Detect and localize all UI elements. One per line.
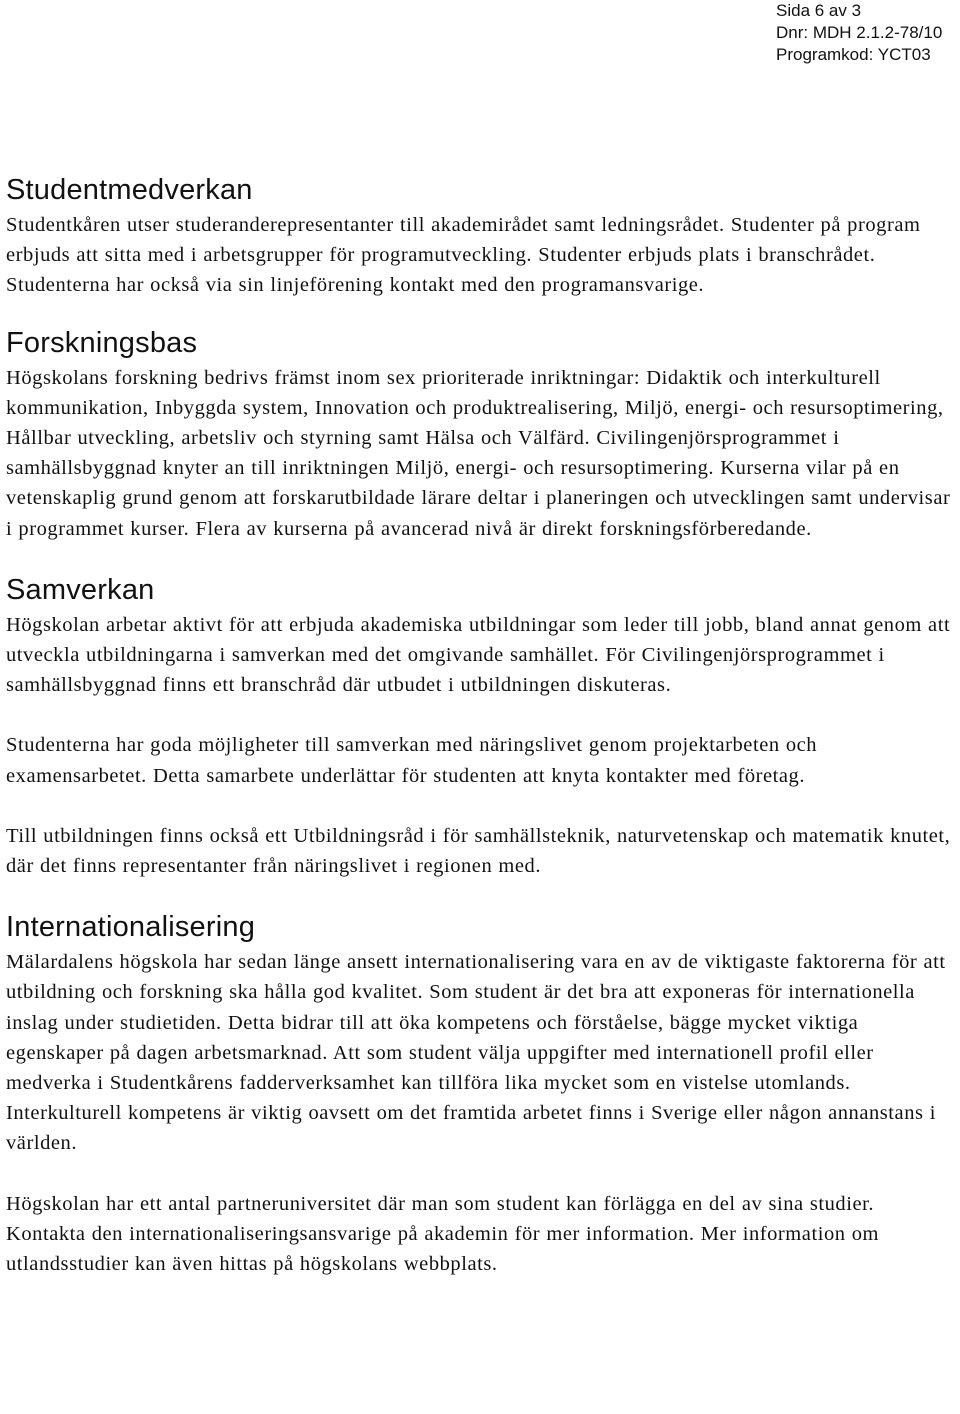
section-paragraph: Mälardalens högskola har sedan länge ansett internationalisering vara en av de viktigaste faktorerna för att utbildning och forskning ska hålla god kvalitet. Som student är det bra att exponeras för internationella inslag under studietiden. Detta bidrar till att öka kompetens och förståelse, bägge mycket viktiga egenskaper på dagen arbetsmarknad. Att som student välja uppgifter med internationell profil eller medverka i Studentkårens fadderverksamhet kan tillföra lika mycket som en vistelse utomlands. Interkulturell kompetens är viktig oavsett om det framtida arbetet finns i Sverige eller någon annanstans i världen. — [6, 951, 946, 1155]
document-registration-number: Dnr: MDH 2.1.2-78/10 — [776, 23, 943, 42]
section-paragraph: Till utbildningen finns också ett Utbildningsråd i för samhällsteknik, naturvetenskap och matematik knutet, där det finns representanter från näringslivet i regionen med. — [6, 824, 951, 878]
section-paragraph: Högskolan har ett antal partneruniversitet där man som student kan förlägga en del av sina studier. Kontakta den internationaliseringsansvarige på akademin för mer information. Mer information om utlandsstudier kan även hittas på högskolans webbplats. — [6, 1192, 880, 1276]
section-paragraph: Studentkåren utser studeranderepresentanter till akademirådet samt ledningsrådet. Studenter på program erbjuds att sitta med i arbetsgrupper för programutveckling. Studenter erbjuds plats i branschrådet. Studenterna har också via sin linjeförening kontakt med den programansvarige. — [6, 214, 921, 297]
section-forskningsbas — [6, 323, 958, 544]
program-code: Programkod: YCT03 — [776, 45, 931, 64]
section-samverkan — [6, 570, 958, 881]
section-studentmedverkan — [6, 170, 958, 301]
section-internationalisering — [6, 907, 958, 1279]
section-heading: Forskningsbas — [6, 326, 198, 359]
document-body — [6, 170, 958, 1279]
page-number: Sida 6 av 3 — [776, 1, 862, 20]
section-heading: Studentmedverkan — [6, 174, 253, 206]
section-paragraph: Högskolan arbetar aktivt för att erbjuda akademiska utbildningar som leder till jobb, bland annat genom att utveckla utbildningarna i samverkan med det omgivande samhället. För Civilingenjörsprogrammet i samhällsbyggnad finns ett branschråd där utbudet i utbildningen diskuteras. — [6, 613, 951, 697]
section-heading: Internationalisering — [6, 911, 256, 944]
page-header — [776, 0, 960, 66]
section-heading: Samverkan — [6, 573, 155, 606]
section-paragraph: Studenterna har goda möjligheter till samverkan med näringslivet genom projektarbeten och examensarbetet. Detta samarbete underlättar för studenten att knyta kontakter med företag. — [6, 734, 818, 787]
section-paragraph: Högskolans forskning bedrivs främst inom sex prioriterade inriktningar: Didaktik och interkulturell kommunikation, Inbyggda system, Innovation och produktrealisering, Miljö, energi- och resursoptimering, Hållbar utveckling, arbetsliv och styrning samt Hälsa och Välfärd. Civilingenjörsprogrammet i samhällsbyggnad knyter an till inriktningen Miljö, energi- och resursoptimering. Kurserna vilar på en vetenskaplig grund genom att forskarutbildade lärare deltar i planeringen och utvecklingen samt undervisar i programmet kurser. Flera av kurserna på avancerad nivå är direkt forskningsförberedande. — [6, 366, 951, 540]
